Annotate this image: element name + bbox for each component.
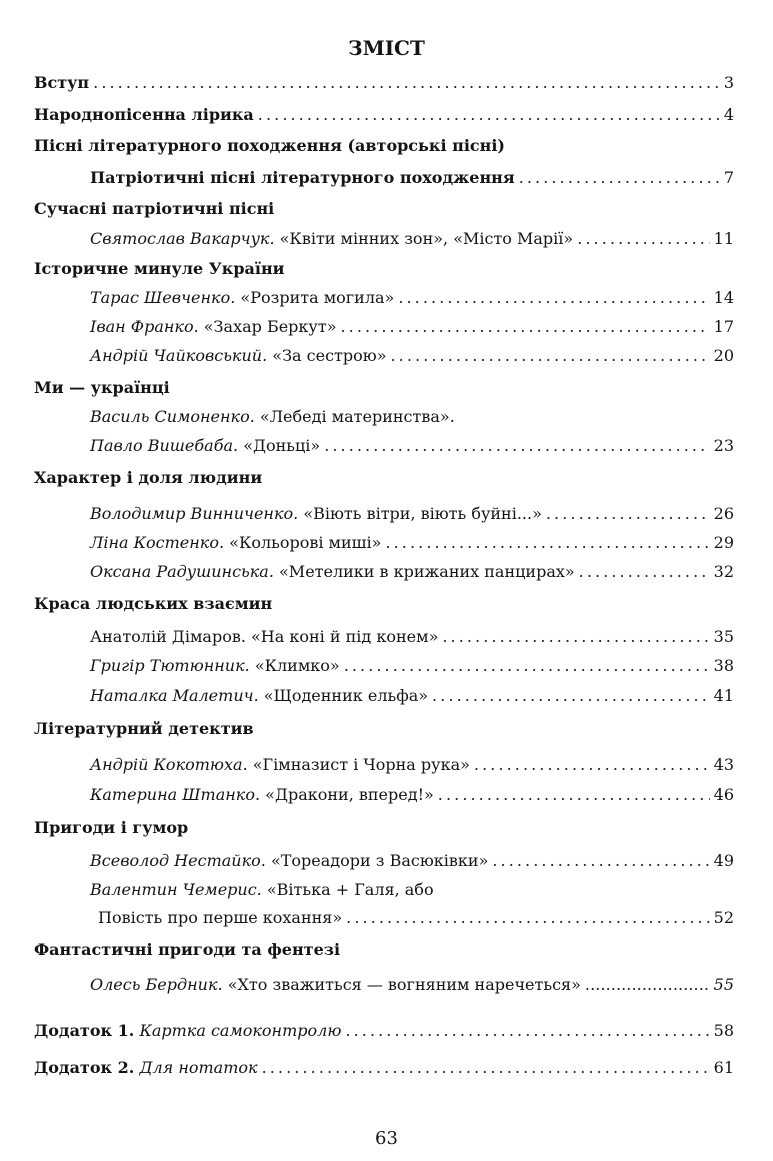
toc-entry-dodatok-2 [34,1058,734,1078]
page-ref: 3 [723,73,734,92]
work-title: «Метелики в крижаних панцирах» [279,562,575,581]
page-ref: 49 [713,851,734,870]
work-title: «Лебеді материнства». [259,407,455,426]
section-heading: Пригоди і гумор [34,818,189,837]
page-ref: 11 [713,229,734,248]
work-title: «Доньці» [243,436,321,455]
work-title: «Тореадори з Васюківки» [270,851,489,870]
section-heading: Сучасні патріотичні пісні [34,199,275,218]
page-ref: 58 [713,1021,734,1040]
toc-entry-shevchenko [90,288,734,308]
toc-heading-suchasni [34,199,734,219]
toc-entry-patriotychni [90,168,734,188]
dot-leader [519,168,720,188]
dot-leader [398,288,709,308]
work-title: «Квіти мінних зон», «Місто Марії» [279,229,574,248]
toc-heading-pryhody [34,818,734,838]
section-heading: Пісні літературного походження (авторські пісні) [34,136,505,155]
section-heading: Фантастичні пригоди та фентезі [34,940,341,959]
page-ref: 4 [723,105,734,124]
work-title: «Дракони, вперед!» [265,785,434,804]
toc-entry-chemerys-cont [98,908,734,928]
author-name: Святослав Вакарчук. [90,229,275,248]
page-ref: 29 [713,533,734,552]
subsection-heading: Патріотичні пісні літературного походження [90,168,515,187]
page-ref: 38 [713,656,734,675]
toc-entry-franko [90,317,734,337]
toc-entry-shtanko [90,785,734,805]
section-heading: Вступ [34,73,90,92]
toc-entry-nestaiko [90,851,734,871]
author-name: Всеволод Нестайко. [90,851,266,870]
author-name: Іван Франко. [90,317,199,336]
appendix-label: Додаток 2. [34,1058,135,1077]
toc-heading-kharakter [34,468,734,488]
page-ref: 23 [713,436,734,455]
author-name: Оксана Радушинська. [90,562,274,581]
toc-heading-fantastychni [34,940,734,960]
work-title: «Вітька + Галя, або [266,880,434,899]
work-title: «Захар Беркут» [203,317,337,336]
toc-entry-dimarov [90,627,734,647]
dot-leader [391,346,710,366]
dot-leader [345,1021,709,1041]
page-ref: 43 [713,755,734,774]
author-name: Катерина Штанко. [90,785,261,804]
dot-leader [432,686,710,706]
toc-entry-dodatok-1 [34,1021,734,1041]
dot-leader [492,851,709,871]
toc-heading-krasa [34,594,734,614]
work-title: «Віють вітри, віють буйні...» [303,504,542,523]
page-ref: 52 [713,908,734,927]
section-heading: Історичне минуле України [34,259,285,278]
section-heading: Літературний детектив [34,719,254,738]
work-title: «Щоденник ельфа» [263,686,429,705]
page-ref: 35 [713,627,734,646]
page-ref: 61 [713,1058,734,1077]
dot-leader [438,785,710,805]
dot-leader [579,562,710,582]
page-ref: 20 [713,346,734,365]
author-name: Олесь Бердник. [90,975,223,994]
toc-heading-detektyv [34,719,734,739]
toc-entry-vstup [34,73,734,93]
dot-leader [344,656,710,676]
page-ref: 55 [713,975,734,994]
work-title: «За сестрою» [272,346,387,365]
section-heading: Характер і доля людини [34,468,263,487]
dot-leader [546,504,710,524]
page-ref: 46 [713,785,734,804]
page-title: ЗМІСТ [348,36,425,60]
dot-leader [442,627,709,647]
dot-leader [262,1058,710,1078]
author-name: Наталка Малетич. [90,686,259,705]
work-title: «Розрита могила» [240,288,395,307]
page-ref: 17 [713,317,734,336]
author-name: Анатолій Дімаров. [90,627,246,646]
author-name: Григір Тютюнник. [90,656,250,675]
author-name: Павло Вишебаба. [90,436,239,455]
page-number: 63 [375,1128,398,1149]
toc-entry-maletych [90,686,734,706]
page-ref: 7 [723,168,734,187]
work-title: «Гімназист і Чорна рука» [252,755,470,774]
toc-heading-pisni-lit [34,136,734,156]
author-name: Андрій Кокотюха. [90,755,248,774]
appendix-title: Для нотаток [139,1058,258,1077]
dot-leader [324,436,709,456]
toc-entry-vakarchuk [90,229,734,249]
work-title: «На коні й під конем» [251,627,439,646]
toc-entry-berdnyk [90,975,734,995]
dot-leader [258,105,720,125]
toc-entry-kokotiukha [90,755,734,775]
toc-entry-chaikovskyi [90,346,734,366]
author-name: Валентин Чемерис. [90,880,262,899]
dot-leader [385,533,709,553]
work-title: Повість про перше кохання» [98,908,343,927]
author-name: Тарас Шевченко. [90,288,236,307]
toc-entry-vynnychenko [90,504,734,524]
dot-leader [346,908,709,928]
page-ref: 26 [713,504,734,523]
toc-entry-radushynska [90,562,734,582]
work-title: «Кольорові миші» [229,533,382,552]
toc-heading-my-ukraintsi [34,378,734,398]
dot-leader [93,73,720,93]
work-title: «Климко» [254,656,340,675]
toc-entry-vyshebaba [90,436,734,456]
dot-leader [585,975,710,995]
appendix-title: Картка самоконтролю [139,1021,342,1040]
appendix-label: Додаток 1. [34,1021,135,1040]
author-name: Володимир Винниченко. [90,504,299,523]
page-ref: 14 [713,288,734,307]
toc-entry-chemerys [90,880,734,900]
author-name: Андрій Чайковський. [90,346,268,365]
dot-leader [577,229,709,249]
dot-leader [474,755,710,775]
page-ref: 41 [713,686,734,705]
toc-entry-kostenko [90,533,734,553]
toc-entry-symonenko [90,407,734,427]
toc-entry-narodnopisenna [34,105,734,125]
work-title: «Хто зважиться — вогняним наречеться» [227,975,581,994]
page-ref: 32 [713,562,734,581]
section-heading: Народнопісенна лірика [34,105,254,124]
section-heading: Ми — українці [34,378,170,397]
toc-heading-istorychne [34,259,734,279]
toc-entry-tiutiunnyk [90,656,734,676]
author-name: Ліна Костенко. [90,533,225,552]
section-heading: Краса людських взаємин [34,594,273,613]
dot-leader [340,317,709,337]
author-name: Василь Симоненко. [90,407,255,426]
